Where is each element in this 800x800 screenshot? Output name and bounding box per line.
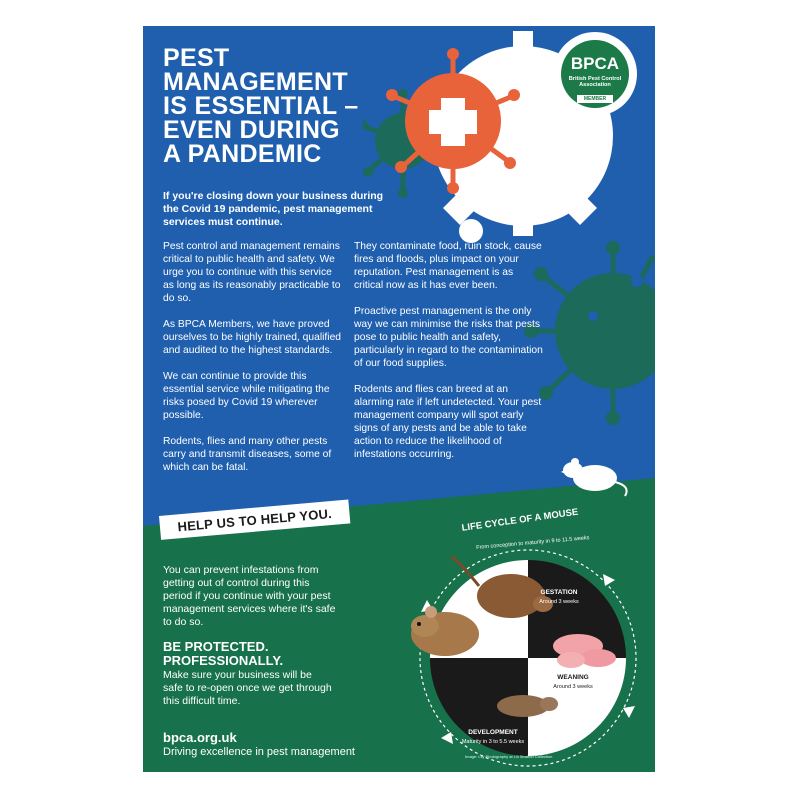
- adults-label: ADULTS: [459, 658, 485, 665]
- gestation-text: Around 3 weeks: [539, 599, 579, 605]
- title-line: EVEN DURING: [163, 116, 340, 144]
- tagline: Driving excellence in pest management: [163, 746, 355, 758]
- lifecycle-title: LIFE CYCLE OF A MOUSE: [461, 506, 579, 534]
- image-credit: Image: Lily Photography at Lili Stratton Collection: [465, 754, 553, 759]
- title-line: A PANDEMIC: [163, 140, 322, 168]
- lifecycle-wheel: [403, 536, 653, 772]
- left-paragraph: Pest control and management remains critical to public health and safety. We urge you to continue with this service as long as its reasonably practicable to do so.: [163, 241, 341, 304]
- title-line: MANAGEMENT: [163, 68, 348, 96]
- title-line: IS ESSENTIAL –: [163, 92, 359, 120]
- help-banner-text: HELP US TO HELP YOU.: [176, 505, 333, 534]
- poster: [143, 26, 655, 772]
- development-text: Maturity in 3 to 5.5 weeks: [461, 739, 525, 745]
- website-url[interactable]: bpca.org.uk: [163, 730, 237, 745]
- right-paragraph: Rodents and flies can breed at an alarming rate if left undetected. Your pest management company will spot early signs of any pests and be able to take action to reduce the likelihood of infestations occurring.: [354, 384, 542, 460]
- gestation-label: GESTATION: [540, 589, 578, 596]
- bpca-logo: [561, 40, 629, 108]
- right-paragraph: Proactive pest management is the only way we can minimise the risks that pests pose to public health and safety, particularly in regard to the contamination of our food supplies.: [354, 306, 543, 369]
- bpca-badge: [553, 32, 637, 116]
- mouse-silhouette-icon: [553, 450, 633, 500]
- protect-heading: [163, 640, 283, 668]
- prevent-paragraph: You can prevent infestations from getting out of control during this period if you continue with your pest management services where it's safe to do so.: [163, 564, 336, 628]
- title-line: PEST: [163, 44, 230, 72]
- protect-heading-line: PROFESSIONALLY.: [163, 653, 284, 668]
- badge-subtitle: British Pest Control Association: [568, 76, 622, 88]
- adults-text: Mice typically survive for less than a year in the wild: [439, 669, 505, 682]
- lead-paragraph: If you're closing down your business during the Covid 19 pandemic, pest management services must continue.: [163, 190, 384, 228]
- weaning-text: Around 3 weeks: [553, 684, 593, 690]
- left-column: [163, 240, 343, 487]
- protect-paragraph: Make sure your business will be safe to re-open once we get through this difficult time.: [163, 669, 332, 707]
- right-column: [354, 240, 544, 474]
- right-paragraph: They contaminate food, ruin stock, cause fires and floods, plus impact on your reputation. Pest management is as critical now as it has ever been.: [354, 241, 542, 291]
- weaning-label: WEANING: [557, 674, 589, 681]
- left-paragraph: Rodents, flies and many other pests carry and transmit diseases, some of which can be fatal.: [163, 436, 332, 473]
- protect-heading-line: BE PROTECTED.: [163, 639, 269, 654]
- page-title: [163, 46, 413, 166]
- badge-member-label: MEMBER: [577, 95, 613, 103]
- development-label: DEVELOPMENT: [468, 729, 518, 736]
- badge-title: BPCA: [570, 54, 620, 73]
- lifecycle-subtitle: From conception to maturity in 9 to 11.5 weeks: [476, 535, 590, 551]
- left-paragraph: We can continue to provide this essential service while mitigating the risks posed by Covid 19 wherever possible.: [163, 371, 330, 421]
- left-paragraph: As BPCA Members, we have proved ourselves to be highly trained, qualified and audited to the highest standards.: [163, 319, 342, 356]
